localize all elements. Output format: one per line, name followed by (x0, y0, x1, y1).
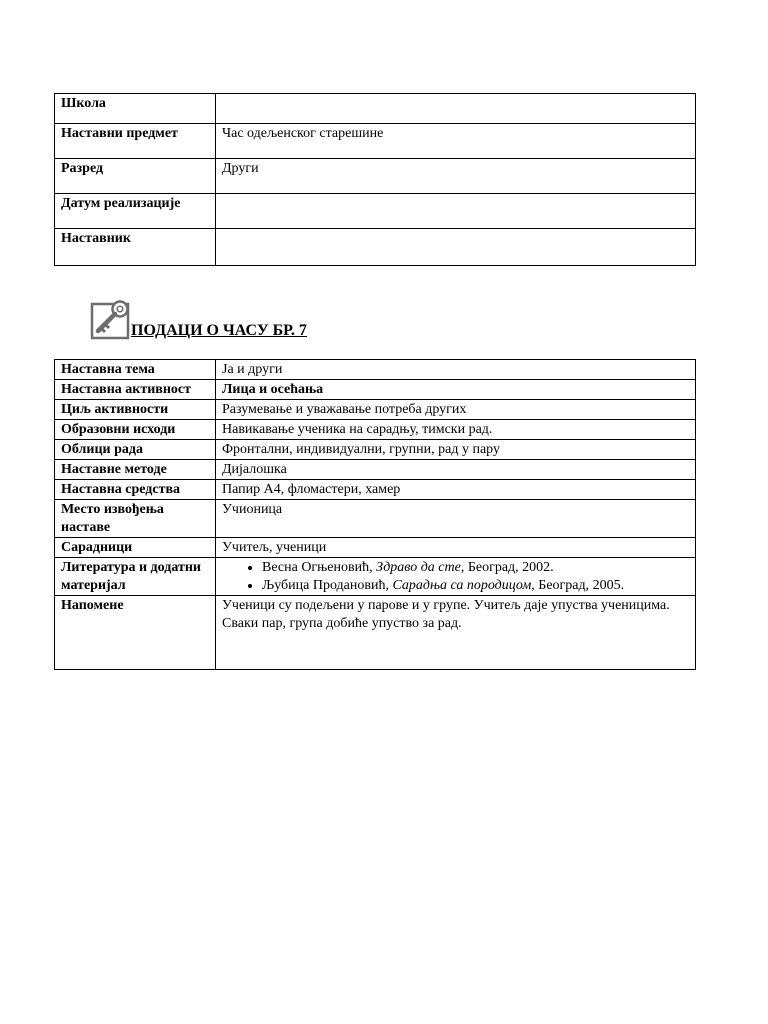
literature-list (222, 559, 689, 595)
table-row (55, 229, 696, 266)
literature-author: Љубица Продановић, (262, 578, 389, 593)
notes-value: Ученици су подељени у парове и у групе. Учитељ даје упуства ученицима. Сваки пар, група добиће упуство за рад. (216, 596, 696, 670)
subject-value: Час одељенског старешине (216, 124, 696, 159)
literature-title: Здраво да сте (376, 560, 461, 575)
teacher-label: Наставник (55, 229, 216, 266)
methods-label: Наставне методе (55, 460, 216, 480)
table-row (55, 400, 696, 420)
literature-author: Весна Огњеновић, (262, 560, 373, 575)
lesson-info-table (54, 359, 696, 670)
collaborators-value: Учитељ, ученици (216, 538, 696, 558)
date-value (216, 194, 696, 229)
materials-value: Папир А4, фломастери, хамер (216, 480, 696, 500)
outcomes-label: Образовни исходи (55, 420, 216, 440)
work-forms-label: Облици рада (55, 440, 216, 460)
notes-label: Напомене (55, 596, 216, 670)
activity-value: Лица и осећања (216, 380, 696, 400)
table-row (55, 380, 696, 400)
materials-label: Наставна средства (55, 480, 216, 500)
lesson-heading: ПОДАЦИ О ЧАСУ БР. 7 (131, 322, 307, 339)
location-label: Место извођења наставе (55, 500, 216, 538)
table-row (55, 460, 696, 480)
topic-value: Ја и други (216, 360, 696, 380)
subject-label: Наставни предмет (55, 124, 216, 159)
list-item (262, 577, 689, 595)
literature-value (216, 558, 696, 596)
literature-title: Сарадња са породицом (392, 578, 532, 593)
topic-label: Наставна тема (55, 360, 216, 380)
table-row (55, 500, 696, 538)
literature-details: , Београд, 2002. (460, 560, 554, 575)
table-row (55, 440, 696, 460)
table-row (55, 420, 696, 440)
grade-value: Други (216, 159, 696, 194)
table-row (55, 558, 696, 596)
location-value: Учионица (216, 500, 696, 538)
teacher-value (216, 229, 696, 266)
school-info-table (54, 93, 696, 266)
literature-label: Литература и додатни материјал (55, 558, 216, 596)
school-value (216, 94, 696, 124)
table-row (55, 360, 696, 380)
table-row (55, 194, 696, 229)
table-row (55, 159, 696, 194)
collaborators-label: Сарадници (55, 538, 216, 558)
table-row (55, 94, 696, 124)
goal-label: Циљ активности (55, 400, 216, 420)
activity-label: Наставна активност (55, 380, 216, 400)
table-row (55, 538, 696, 558)
table-row (55, 124, 696, 159)
school-label: Школа (55, 94, 216, 124)
table-row (55, 480, 696, 500)
date-label: Датум реализације (55, 194, 216, 229)
list-item (262, 559, 689, 577)
methods-value: Дијалошка (216, 460, 696, 480)
goal-value: Разумевање и уважавање потреба других (216, 400, 696, 420)
key-icon (89, 298, 133, 342)
outcomes-value: Навикавање ученика на сарадњу, тимски рад. (216, 420, 696, 440)
literature-details: , Београд, 2005. (531, 578, 625, 593)
work-forms-value: Фронтални, индивидуални, групни, рад у пару (216, 440, 696, 460)
table-row (55, 596, 696, 670)
grade-label: Разред (55, 159, 216, 194)
